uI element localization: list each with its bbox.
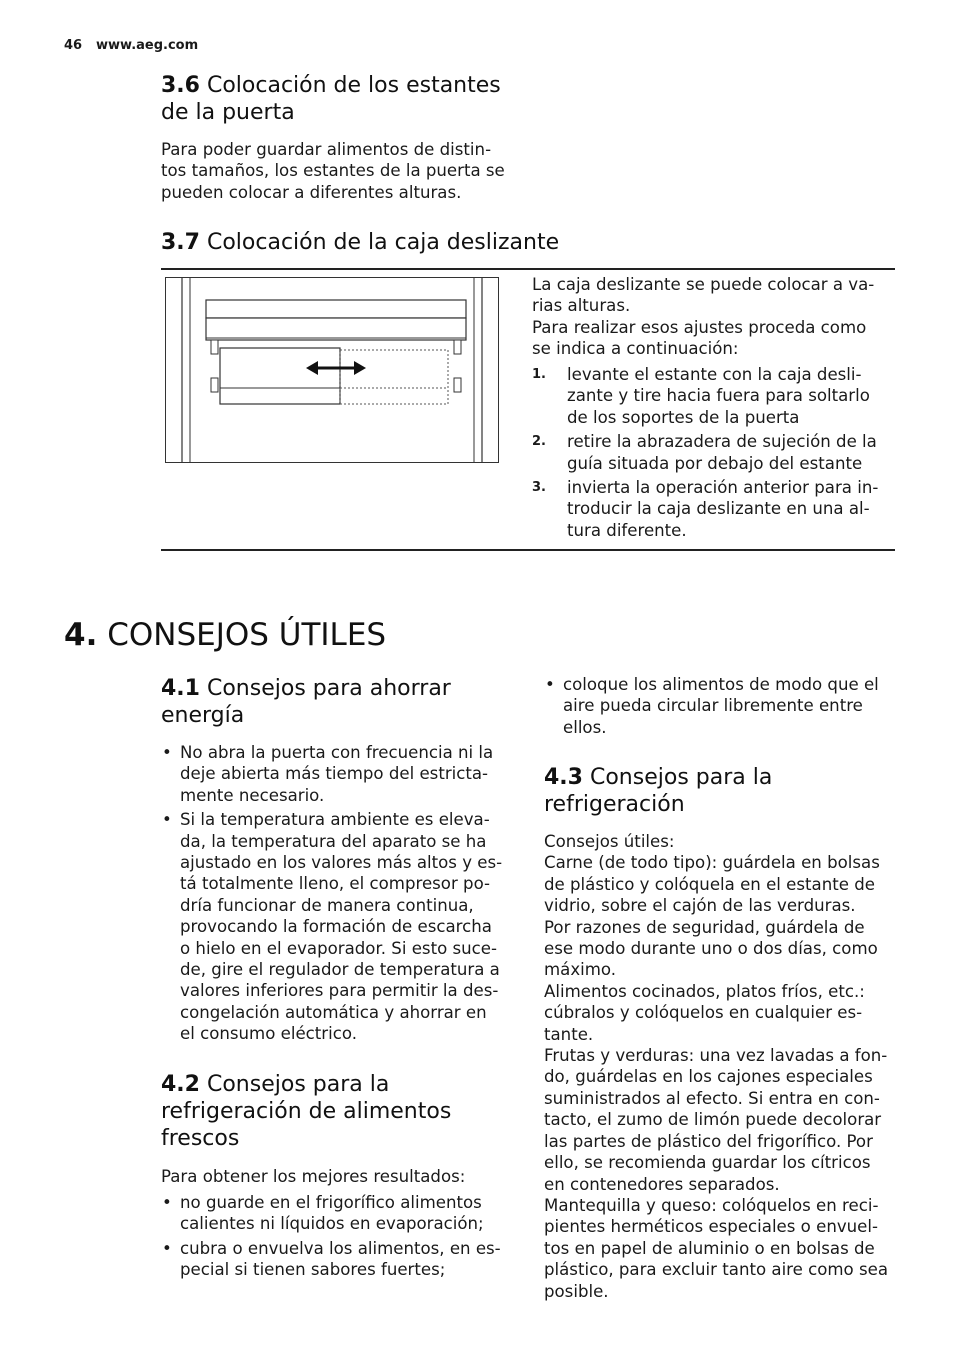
text-line: Consejos útiles: — [544, 832, 675, 851]
section-number: 4.2 — [161, 1072, 200, 1097]
section-4-1-heading — [161, 675, 521, 729]
text-line: el consumo eléctrico. — [180, 1024, 357, 1044]
section-number: 3.6 — [161, 73, 200, 98]
text-line: ellos. — [563, 717, 607, 737]
step-item — [532, 477, 894, 541]
top-rule — [161, 268, 895, 270]
text-line: suministrados al efecto. Si entra en con- — [544, 1088, 880, 1108]
text-line: pientes herméticos especiales o envuel- — [544, 1217, 878, 1237]
text-line: Por razones de seguridad, guárdela de — [544, 917, 865, 937]
chapter-title: CONSEJOS ÚTILES — [107, 617, 387, 653]
text-line: valores inferiores para permitir la des- — [180, 981, 499, 1001]
section-3-6-heading — [161, 72, 521, 126]
text-line: tá totalmente lleno, el compresor po- — [180, 874, 491, 894]
page-number: 46 — [64, 38, 83, 53]
sliding-box-diagram — [166, 278, 498, 462]
text-line: de, gire el regulador de temperatura a — [180, 960, 500, 980]
section-number: 3.7 — [161, 230, 200, 255]
text-line: guía situada por debajo del estante — [567, 453, 863, 473]
text-line: en contenedores separados. — [544, 1174, 780, 1194]
section-title-line: energía — [161, 703, 245, 728]
text-line: pueden colocar a diferentes alturas. — [161, 182, 462, 202]
chapter-heading — [64, 617, 764, 653]
text-line: • cubra o envuelva los alimentos, en es- — [180, 1238, 501, 1258]
section-title: Colocación de los estantes de la puerta — [161, 73, 501, 125]
text-line: retire la abrazadera de sujeción de la — [567, 432, 877, 452]
text-line: da, la temperatura del aparato se ha — [180, 831, 487, 851]
section-number: 4.1 — [161, 676, 200, 701]
section-4-2-heading — [161, 1071, 521, 1152]
text-line: Para realizar esos ajustes proceda como — [532, 317, 867, 337]
text-line: ello, se recomienda guardar los cítricos — [544, 1153, 871, 1173]
section-title-line: refrigeración de alimentos — [161, 1099, 452, 1124]
text-line: Carne (de todo tipo): guárdela en bolsas — [544, 853, 880, 873]
text-line: Alimentos cocinados, platos fríos, etc.: — [544, 981, 865, 1001]
website-url: www.aeg.com — [96, 38, 199, 53]
text-line: aire pueda circular libremente entre — [563, 696, 863, 716]
section-title-line: Consejos para la — [206, 1072, 390, 1097]
text-line: ese modo durante uno o dos días, como — [544, 939, 878, 959]
list-item — [544, 674, 904, 738]
section-title-line: refrigeración — [544, 792, 685, 817]
text-line: tura diferente. — [567, 520, 687, 540]
section-title-line: frescos — [161, 1126, 240, 1151]
section-title-line: Consejos para ahorrar — [206, 676, 451, 701]
energy-tips-list — [161, 742, 521, 1048]
text-line: las partes de plástico del frigorífico. Por — [544, 1131, 873, 1151]
step-item — [532, 364, 894, 428]
section-3-7-heading — [161, 229, 761, 256]
text-line: Mantequilla y queso: colóquelos en reci- — [544, 1195, 879, 1215]
text-line: de plástico y colóquela en el estante de — [544, 874, 875, 894]
section-4-3-text — [544, 831, 906, 1302]
text-line: ajustado en los valores más altos y es- — [180, 853, 503, 873]
step-item — [532, 431, 894, 474]
list-item — [161, 742, 521, 806]
section-4-2-intro: Para obtener los mejores resultados: — [161, 1167, 466, 1186]
text-line: calientes ni líquidos en evaporación; — [180, 1214, 484, 1234]
text-line: zante y tire hacia fuera para soltarlo — [567, 386, 870, 406]
text-line: do, guárdelas en los cajones especiales — [544, 1067, 873, 1087]
text-line: pecial si tienen sabores fuertes; — [180, 1260, 446, 1280]
text-line: • Si la temperatura ambiente es eleva- — [180, 810, 490, 830]
fresh-food-tips-list — [161, 1192, 521, 1284]
text-line: posible. — [544, 1281, 609, 1301]
text-line: tos en papel de aluminio o en bolsas de — [544, 1238, 875, 1258]
text-line: tacto, el zumo de limón puede decolorar — [544, 1110, 882, 1130]
fresh-food-tips-list-continued — [544, 674, 904, 741]
section-number: 4.3 — [544, 765, 583, 790]
text-line: tante. — [544, 1024, 594, 1044]
step-number: 3. — [532, 480, 546, 496]
step-number: 2. — [532, 434, 546, 450]
text-line: tos tamaños, los estantes de la puerta se — [161, 161, 505, 181]
text-line: • coloque los alimentos de modo que el — [563, 675, 879, 694]
text-line: de los soportes de la puerta — [567, 407, 800, 427]
list-item — [161, 1238, 521, 1281]
list-item — [161, 1192, 521, 1235]
step-number: 1. — [532, 367, 546, 382]
section-4-3-heading — [544, 764, 904, 818]
text-line: levante el estante con la caja desli- — [567, 365, 862, 384]
text-line: rias alturas. — [532, 296, 631, 316]
text-line: dría funcionar de manera continua, — [180, 895, 474, 915]
section-title: Colocación de la caja deslizante — [206, 230, 560, 255]
list-item — [161, 809, 521, 1044]
text-line: deje abierta más tiempo del estricta- — [180, 764, 489, 784]
chapter-number: 4. — [64, 617, 98, 653]
text-line: cúbralos y colóquelos en cualquier es- — [544, 1003, 863, 1023]
text-line: provocando la formación de escarcha — [180, 917, 492, 937]
text-line: La caja deslizante se puede colocar a va- — [532, 275, 875, 294]
text-line: máximo. — [544, 960, 617, 980]
section-title-line: Consejos para la — [589, 765, 773, 790]
section-3-6-text — [161, 139, 531, 203]
text-line: Para poder guardar alimentos de distin- — [161, 140, 492, 159]
text-line: Frutas y verduras: una vez lavadas a fon- — [544, 1046, 888, 1066]
text-line: se indica a continuación: — [532, 339, 739, 359]
door-shelf-illustration — [165, 277, 499, 463]
text-line: • No abra la puerta con frecuencia ni la — [180, 743, 494, 762]
text-line: mente necesario. — [180, 785, 325, 805]
text-line: o hielo en el evaporador. Si esto suce- — [180, 938, 497, 958]
bottom-rule — [161, 549, 895, 551]
text-line: plástico, para excluir tanto aire como sea — [544, 1260, 889, 1280]
text-line: vidrio, sobre el cajón de las verduras. — [544, 896, 856, 916]
adjustment-steps — [532, 364, 894, 544]
text-line: invierta la operación anterior para in- — [567, 478, 879, 498]
text-line: troducir la caja deslizante en una al- — [567, 499, 870, 519]
section-3-7-intro — [532, 274, 894, 360]
text-line: congelación automática y ahorrar en — [180, 1002, 487, 1022]
text-line: • no guarde en el frigorífico alimentos — [180, 1193, 482, 1212]
